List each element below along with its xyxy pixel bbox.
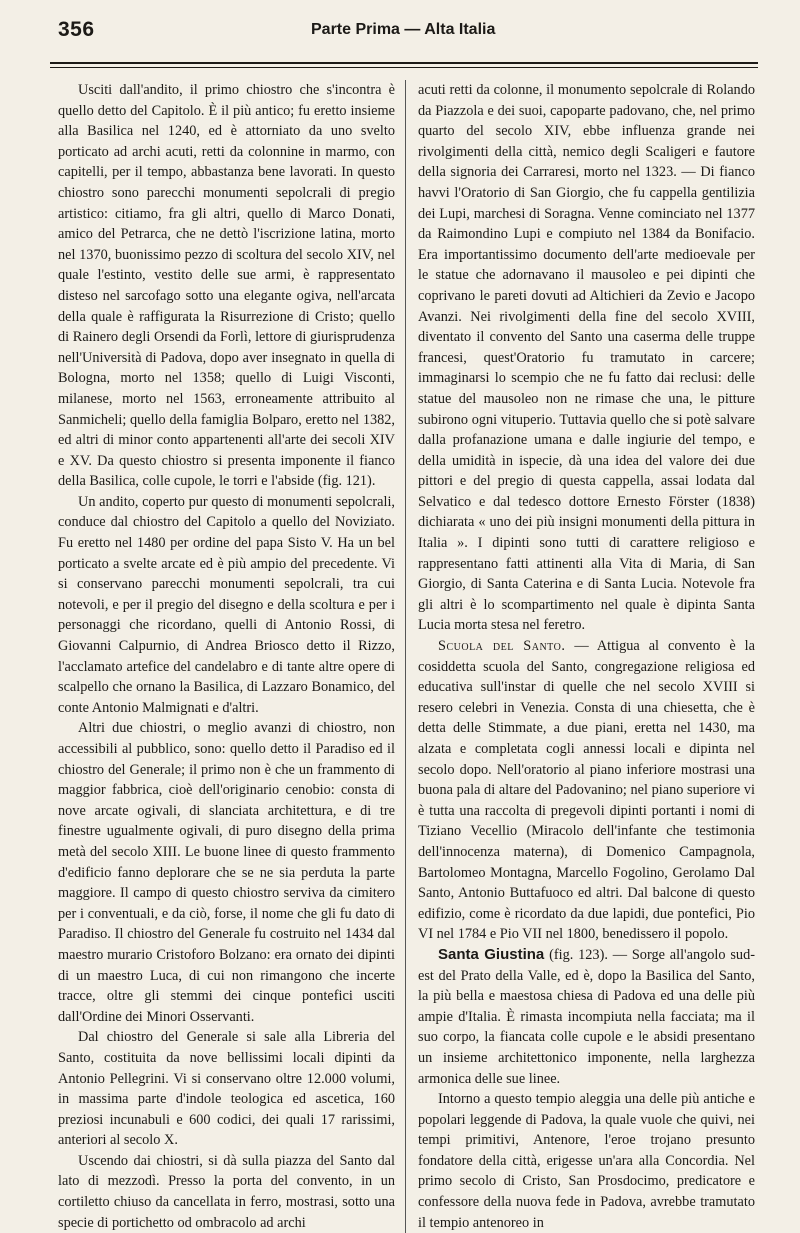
paragraph: Dal chiostro del Generale si sale alla Libreria del Santo, costituita da nove bellissimi locali dipinti da Antonio Pellegrini. Vi si conservano oltre 12.000 volumi, in massima parte d'indole teologica ed ascetica, 160 preziosi incunabuli e 600 codici, dei quali 17 rarissimi, anteriori al secolo X. [58,1029,395,1149]
left-column [58,80,395,1233]
paragraph: Usciti dall'andito, il primo chiostro che s'incontra è quello detto del Capitolo. È il più antico; fu eretto insieme alla Basilica nel 1240, ed è attorniato da uno svelto porticato ad archi acuti, retti da colonnine in marmo, con capitelli, per il tempo, abbastanza bene lavorati. In questo chiostro sono parecchi monumenti sepolcrali di pregio artistico: citiamo, fra gli altri, quello di Marco Donati, amico del Petrarca, che ne dettò l'iscrizione latina, morto nel 1370, buonissimo pezzo di scoltura del secolo XIV, nel quale l'estinto, vestito delle sue armi, è rappresentato disteso nel sarcofago sotto una elegante ogiva, nell'arcata della quale è raffigurata la Risurrezione di Cristo; quello di Rainero degli Orsendi da Forlì, lettore di giurisprudenza nell'Università di Padova, dopo aver insegnato in quella di Bologna, morto nel 1358; quello di Luigi Visconti, milanese, morto nel 1563, erroneamente attribuito al Sanmicheli; quello della famiglia Bolparo, eretto nel 1382, ed altri di minor conto appartenenti all'arte dei secoli XIV e XV. Da questo chiostro si presenta imponente il fianco della Basilica, colle cupole, le torri e l'abside (fig. 121). [58,82,395,490]
column-divider [405,80,406,1233]
section-heading-scuola: Scuola del Santo. [438,638,566,655]
header-rule [50,62,758,64]
section-heading-giustina: Santa Giustina [438,945,545,963]
right-column [418,80,755,1233]
page-number: 356 [58,18,95,41]
running-title: Parte Prima — Alta Italia [311,21,496,38]
paragraph: Uscendo dai chiostri, si dà sulla piazza del Santo dal lato di mezzodì. Presso la porta del convento, in un cortiletto chiuso da cancellata in ferro, mostrasi, sotto una specie di portichetto od ombracolo ad archi [58,1152,395,1231]
paragraph-text: — Attigua al convento è la cosiddetta scuola del Santo, congregazione religiosa ed educativa sull'instar di quelle che nel secolo XVIII si resero celebri in Venezia. Consta di una chiesetta, che è detta delle Stimmate, a due piani, eretta nel 1430, ma alzata e completata cogli annessi locali e dipinta nel secolo dopo. Nell'oratorio al piano inferiore mostrasi una buona pala di altare del Padovanino; nel piano superiore vi è tutta una raccolta di pregevoli dipinti portanti i nomi di Tiziano Vecellio (Miracolo dell'infante che testimonia dell'innocenza materna), di Domenico Campagnola, Bartolomeo Montagna, Marcello Fogolino, Gerolamo Dal Santo, Antonio Buttafuoco ed altri. Dal balcone di questo edifizio, come è ricordato da due lapidi, due pontefici, Pio VI nel 1784 e Pio VII nel 1800, benedissero il popolo. [418,638,755,943]
paragraph-giustina [418,945,755,1089]
page-header [58,18,756,46]
paragraph: acuti retti da colonne, il monumento sepolcrale di Rolando da Piazzola e dei suoi, capoparte padovano, che, nel primo quarto del secolo XIV, ebbe influenza grande nei rivolgimenti della città, nemico degli Scaligeri e fautore della signoria dei Carraresi, morto nel 1323. — Di fianco havvi l'Oratorio di San Giorgio, che fu cappella gentilizia dei Lupi, marchesi di Soragna. Venne cominciato nel 1377 da Raimondino Lupi e compiuto nel 1384 da Bonifacio. Era importantissimo documento dell'arte medioevale per le statue che adornavano il mausoleo e pei dipinti che coprivano le pareti dovuti ad Altichieri da Zevio e Jacopo Avanzi. Nei rivolgimenti della fine del secolo XVIII, diventato il convento del Santo una caserma delle truppe francesi, quest'Oratorio fu tramutato in carcere; immaginarsi lo scempio che ne fu fatto dai reclusi: delle statue del mausoleo non ne rimase che una, le pitture subirono ogni vituperio. Tuttavia quello che si potè salvare dalla profanazione umana e dalle ingiurie del tempo, e della umidità in ispecie, dà una idea del valore dei due pittori e del pregio di questa cappella, assai lodata dal Selvatico e dal tedesco dottore Ernesto Förster (1838) dichiarata « uno dei più insigni monumenti della pittura in Italia ». I dipinti sono tutti di carattere religioso e rappresentano fatti attinenti alla Vita di Maria, di San Giorgio, di Santa Caterina e di Santa Lucia. Notevole fra gli altri è lo scompartimento nel quale è dipinta Santa Lucia morta stesa nel feretro. [418,82,755,634]
paragraph: Un andito, coperto pur questo di monumenti sepolcrali, conduce dal chiostro del Capitolo a quello del Noviziato. Fu eretto nel 1480 per ordine del papa Sisto V. Ha un bel porticato a svelte arcate ed è più ampio del precedente. Vi si conservano parecchi monumenti sepolcrali, tra cui notevoli, e per il pregio del disegno e della scoltura e per i personaggi che ricordano, quelli di Antonio Rossi, di Giovanni Calpurnio, di Andrea Briosco detto il Rizzo, l'acclamato artefice del candelabro e di tante altre opere di scalpello che ornano la Basilica, di Lazzaro Bonamico, del conte Antonio Malmignati e d'altri. [58,493,395,716]
paragraph-scuola [418,636,755,945]
header-rule-thin [50,67,758,68]
paragraph-text: (fig. 123). — Sorge all'angolo sud-est del Prato della Valle, ed è, dopo la Basilica del Santo, la più bella e maestosa chiesa di Padova ed una delle più ampie d'Italia. È rimasta incompiuta nella facciata; ma il suo corpo, la fiancata colle cupole e le absidi presentano un insieme architettonico imponente, nella larghezza armonica delle sue linee. [418,946,755,1087]
paragraph: Altri due chiostri, o meglio avanzi di chiostro, non accessibili al pubblico, sono: quello detto il Paradiso ed il chiostro del Generale; il primo non è che un frammento di maggior fabbrica, cioè dell'originario cenobio: consta di nove arcate ogivali, di slanciata architettura, e di tre finestre ugualmente ogivali, di puro disegno della prima metà del secolo XIII. Le buone linee di questo frammento d'edificio fanno deplorare che se ne sia perduta la parte maggiore. Il campo di questo chiostro serviva da cimitero per i conventuali, e da ciò, forse, il nome che gli fu dato di Paradiso. Il chiostro del Generale fu costruito nel 1434 dal maestro murario Cristoforo Bolzano: era ornato dei dipinti di un maestro Luca, di cui non rimangono che incerte tracce, oltre gli stemmi dei cinque pontefici usciti dall'Ordine dei Minori Osservanti. [58,720,395,1025]
paragraph: Intorno a questo tempio aleggia una delle più antiche e popolari leggende di Padova, la quale vuole che quivi, nei tempi primitivi, Antenore, l'eroe trojano presunto fondatore della città, erigesse un'ara alla Concordia. Nel primo secolo di Cristo, San Prosdocimo, predicatore e confessore della nuova fede in Padova, avrebbe tramutato il tempio antenoreo in [418,1091,755,1231]
text-columns [58,80,756,1233]
